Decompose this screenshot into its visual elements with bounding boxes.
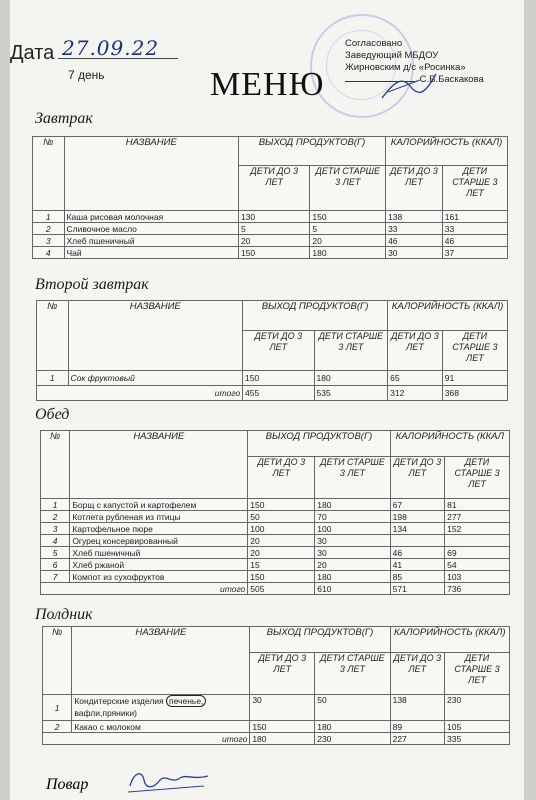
calories-young: 46	[390, 547, 444, 559]
date-value: 27.09.22	[62, 36, 160, 60]
col-calories-header: КАЛОРИЙНОСТЬ (ККАЛ)	[390, 627, 509, 653]
snack-table	[42, 626, 510, 745]
calories-old: 152	[445, 523, 510, 535]
calories-young: 46	[386, 235, 443, 247]
calories-young: 198	[390, 511, 444, 523]
calories-young: 33	[386, 223, 443, 235]
total-label: итого	[41, 583, 248, 595]
second-breakfast-table	[36, 300, 508, 401]
page-title: МЕНЮ	[210, 66, 325, 103]
date-underline	[58, 58, 178, 59]
output-old: 180	[315, 499, 390, 511]
output-young: 130	[238, 211, 309, 223]
dish-name: Чай	[64, 247, 238, 259]
section-lunch-title: Обед	[35, 406, 70, 423]
table-row	[37, 371, 508, 386]
total-calories-young: 312	[388, 386, 443, 401]
total-output-old: 230	[315, 733, 390, 745]
dish-name: Компот из сухофруктов	[70, 571, 248, 583]
output-old: 50	[315, 695, 390, 721]
calories-old: 277	[445, 511, 510, 523]
total-label: итого	[43, 733, 250, 745]
col-num-header: №	[41, 431, 70, 499]
col-output-young: ДЕТИ ДО 3 ЛЕТ	[250, 653, 315, 695]
calories-old: 105	[445, 721, 510, 733]
section-second-breakfast-title: Второй завтрак	[35, 276, 149, 293]
dish-name: Какао с молоком	[72, 721, 250, 733]
row-num: 1	[37, 371, 69, 386]
total-output-old: 535	[314, 386, 388, 401]
row-num: 2	[43, 721, 72, 733]
row-num: 1	[33, 211, 65, 223]
cook-signature	[124, 766, 214, 796]
total-calories-old: 736	[445, 583, 510, 595]
approval-signature	[380, 72, 440, 102]
calories-old: 46	[442, 235, 507, 247]
row-num: 4	[41, 535, 70, 547]
row-num: 1	[41, 499, 70, 511]
dish-name-part-2: вафли,пряники)	[74, 708, 137, 718]
row-num: 2	[33, 223, 65, 235]
output-old: 30	[315, 535, 390, 547]
calories-old: 161	[442, 211, 507, 223]
col-output-header: ВЫХОД ПРОДУКТОВ(Г)	[248, 431, 390, 457]
col-output-old: ДЕТИ СТАРШЕ 3 ЛЕТ	[315, 653, 390, 695]
col-calories-young: ДЕТИ ДО 3 ЛЕТ	[390, 457, 444, 499]
table-row	[33, 211, 508, 223]
total-label: итого	[37, 386, 243, 401]
calories-old	[445, 535, 510, 547]
output-young: 30	[250, 695, 315, 721]
dish-name-circled: печенье,	[166, 695, 206, 707]
breakfast-table	[32, 136, 508, 259]
col-calories-old: ДЕТИ СТАРШЕ 3 ЛЕТ	[442, 331, 507, 371]
output-young: 150	[238, 247, 309, 259]
output-old: 180	[315, 721, 390, 733]
calories-old: 33	[442, 223, 507, 235]
col-calories-young: ДЕТИ ДО 3 ЛЕТ	[390, 653, 444, 695]
approver-name: С.В.Баскакова	[419, 74, 484, 85]
total-output-old: 610	[315, 583, 390, 595]
col-num-header: №	[37, 301, 69, 371]
dish-name	[72, 695, 250, 721]
total-output-young: 455	[243, 386, 314, 401]
calories-young: 138	[386, 211, 443, 223]
output-old: 180	[315, 571, 390, 583]
table-row	[41, 535, 510, 547]
col-output-young: ДЕТИ ДО 3 ЛЕТ	[243, 331, 314, 371]
total-calories-old: 368	[442, 386, 507, 401]
col-name-header: НАЗВАНИЕ	[68, 301, 243, 371]
calories-old: 230	[445, 695, 510, 721]
calories-old: 91	[442, 371, 507, 386]
approval-line-2: Заведующий МБДОУ	[345, 50, 439, 61]
calories-young: 85	[390, 571, 444, 583]
total-calories-young: 571	[390, 583, 444, 595]
dish-name: Хлеб пшеничный	[70, 547, 248, 559]
calories-old: 81	[445, 499, 510, 511]
calories-old: 37	[442, 247, 507, 259]
col-calories-header: КАЛОРИЙНОСТЬ (ККАЛ)	[388, 301, 508, 331]
col-output-header: ВЫХОД ПРОДУКТОВ(Г)	[243, 301, 388, 331]
col-output-header: ВЫХОД ПРОДУКТОВ(Г)	[238, 137, 385, 166]
dish-name: Борщ с капустой и картофелем	[70, 499, 248, 511]
calories-old: 103	[445, 571, 510, 583]
output-young: 100	[248, 523, 315, 535]
row-num: 7	[41, 571, 70, 583]
row-num: 3	[33, 235, 65, 247]
dish-name-part: Кондитерские изделия	[74, 696, 164, 706]
total-calories-young: 227	[390, 733, 444, 745]
total-row	[41, 583, 510, 595]
section-breakfast-title: Завтрак	[35, 110, 93, 127]
approval-line-3: Жирновским д/с «Росинка»	[345, 62, 466, 73]
output-old: 180	[314, 371, 388, 386]
row-num: 5	[41, 547, 70, 559]
col-num-header: №	[43, 627, 72, 695]
row-num: 1	[43, 695, 72, 721]
dish-name: Хлеб пшеничный	[64, 235, 238, 247]
row-num: 4	[33, 247, 65, 259]
col-name-header: НАЗВАНИЕ	[70, 431, 248, 499]
table-row	[41, 547, 510, 559]
col-output-old: ДЕТИ СТАРШЕ 3 ЛЕТ	[314, 331, 388, 371]
row-num: 6	[41, 559, 70, 571]
section-snack-title: Полдник	[35, 606, 93, 623]
output-young: 50	[248, 511, 315, 523]
total-row	[43, 733, 510, 745]
approval-line-1: Согласовано	[345, 38, 403, 49]
dish-name: Хлеб ржаной	[70, 559, 248, 571]
output-young: 150	[250, 721, 315, 733]
date-label: Дата	[10, 42, 55, 64]
col-output-young: ДЕТИ ДО 3 ЛЕТ	[238, 166, 309, 211]
col-calories-header: КАЛОРИЙНОСТЬ (ККАЛ	[390, 431, 509, 457]
total-row	[37, 386, 508, 401]
output-old: 30	[315, 547, 390, 559]
total-output-young: 505	[248, 583, 315, 595]
calories-young: 89	[390, 721, 444, 733]
col-name-header: НАЗВАНИЕ	[72, 627, 250, 695]
calories-young: 138	[390, 695, 444, 721]
calories-young: 41	[390, 559, 444, 571]
table-row	[43, 721, 510, 733]
table-row	[33, 235, 508, 247]
table-row	[33, 223, 508, 235]
dish-name: Сливочное масло	[64, 223, 238, 235]
dish-name: Котлета рубленая из птицы	[70, 511, 248, 523]
output-young: 5	[238, 223, 309, 235]
table-row	[41, 499, 510, 511]
day-number: 7 день	[68, 68, 105, 82]
dish-name: Каша рисовая молочная	[64, 211, 238, 223]
output-young: 20	[248, 535, 315, 547]
dish-name: Сок фруктовый	[68, 371, 243, 386]
output-young: 15	[248, 559, 315, 571]
col-output-old: ДЕТИ СТАРШЕ 3 ЛЕТ	[310, 166, 386, 211]
output-old: 70	[315, 511, 390, 523]
total-output-young: 180	[250, 733, 315, 745]
table-row	[41, 559, 510, 571]
output-young: 20	[238, 235, 309, 247]
col-name-header: НАЗВАНИЕ	[64, 137, 238, 211]
calories-old: 54	[445, 559, 510, 571]
output-young: 150	[248, 571, 315, 583]
calories-old: 69	[445, 547, 510, 559]
table-row	[33, 247, 508, 259]
table-row	[41, 523, 510, 535]
col-calories-old: ДЕТИ СТАРШЕ 3 ЛЕТ	[445, 653, 510, 695]
col-calories-header: КАЛОРИЙНОСТЬ (ККАЛ)	[386, 137, 508, 166]
calories-young: 67	[390, 499, 444, 511]
output-old: 180	[310, 247, 386, 259]
cook-label: Повар	[46, 776, 89, 793]
calories-young	[390, 535, 444, 547]
dish-name: Огурец консервированный	[70, 535, 248, 547]
output-young: 20	[248, 547, 315, 559]
output-old: 5	[310, 223, 386, 235]
calories-young: 65	[388, 371, 443, 386]
col-calories-old: ДЕТИ СТАРШЕ 3 ЛЕТ	[442, 166, 507, 211]
row-num: 3	[41, 523, 70, 535]
output-old: 100	[315, 523, 390, 535]
dish-name: Картофельное пюре	[70, 523, 248, 535]
col-num-header: №	[33, 137, 65, 211]
output-old: 20	[310, 235, 386, 247]
col-calories-young: ДЕТИ ДО 3 ЛЕТ	[388, 331, 443, 371]
output-young: 150	[243, 371, 314, 386]
table-row	[41, 571, 510, 583]
col-output-header: ВЫХОД ПРОДУКТОВ(Г)	[250, 627, 390, 653]
col-output-old: ДЕТИ СТАРШЕ 3 ЛЕТ	[315, 457, 390, 499]
output-young: 150	[248, 499, 315, 511]
table-row	[41, 511, 510, 523]
col-output-young: ДЕТИ ДО 3 ЛЕТ	[248, 457, 315, 499]
output-old: 20	[315, 559, 390, 571]
total-calories-old: 335	[445, 733, 510, 745]
col-calories-old: ДЕТИ СТАРШЕ 3 ЛЕТ	[445, 457, 510, 499]
output-old: 150	[310, 211, 386, 223]
table-row	[43, 695, 510, 721]
calories-young: 30	[386, 247, 443, 259]
row-num: 2	[41, 511, 70, 523]
menu-sheet	[10, 0, 524, 800]
col-calories-young: ДЕТИ ДО 3 ЛЕТ	[386, 166, 443, 211]
calories-young: 134	[390, 523, 444, 535]
lunch-table	[40, 430, 510, 595]
